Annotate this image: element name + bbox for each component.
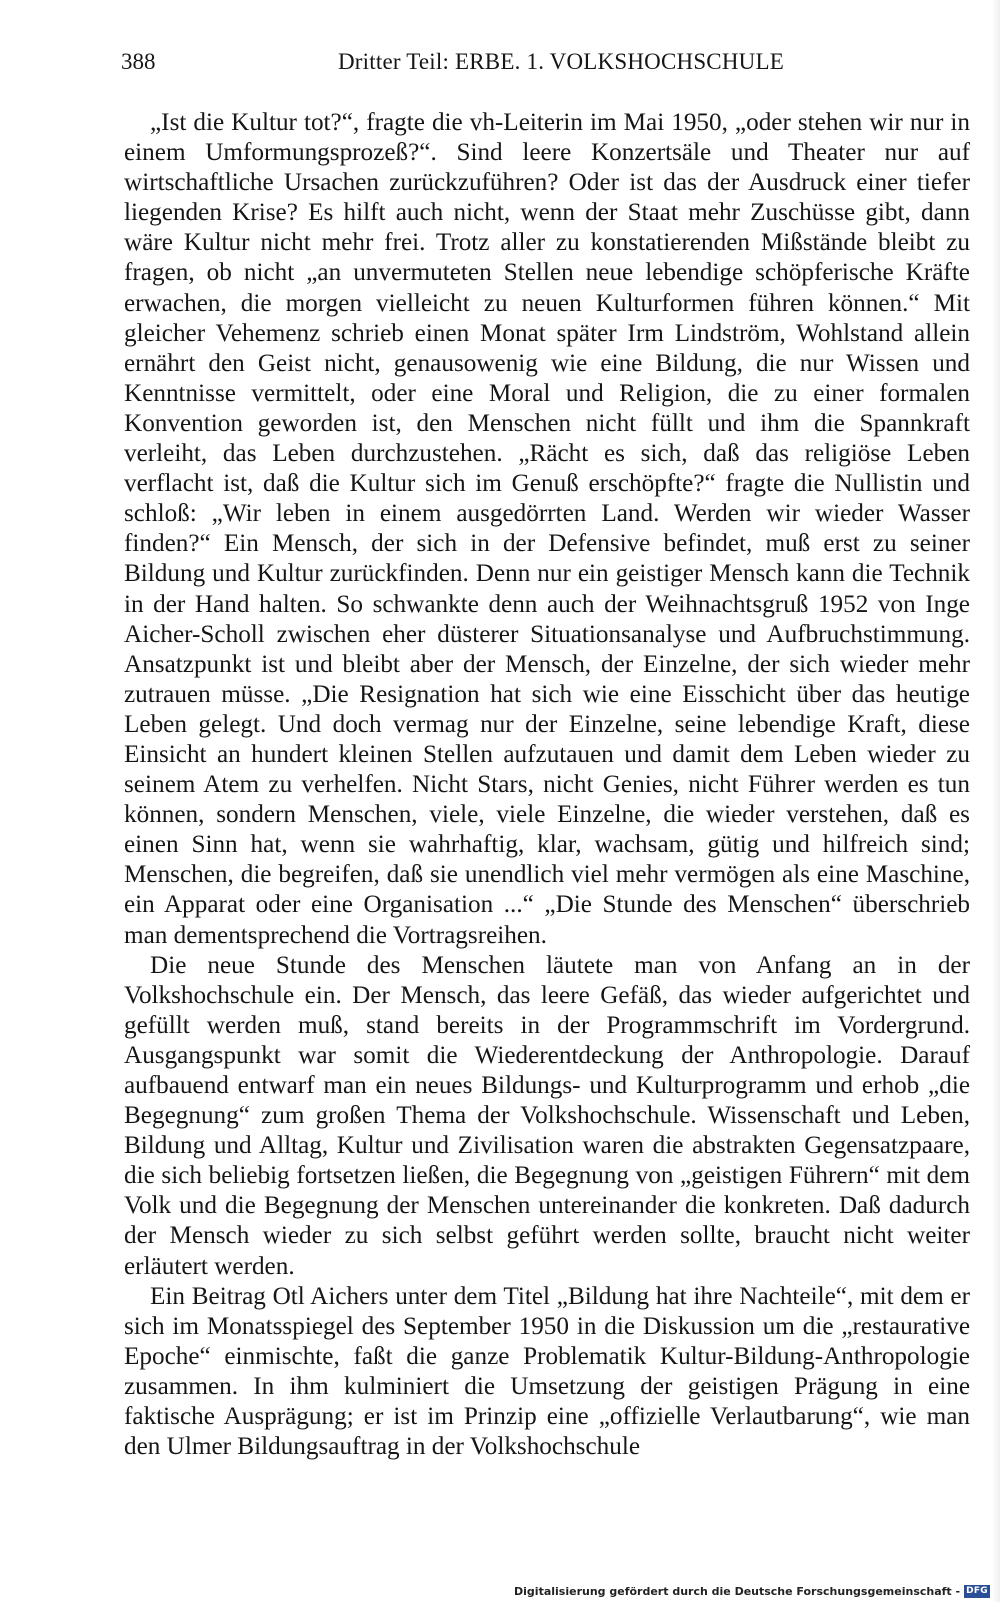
- dfg-logo: DFG: [966, 1586, 988, 1596]
- page-number: 388: [121, 49, 156, 74]
- running-head: Dritter Teil: ERBE. 1. VOLKSHOCHSCHULE: [338, 49, 784, 74]
- body-text: [124, 108, 970, 1462]
- page-header: [121, 45, 963, 79]
- page-edge-shadow: [992, 0, 1000, 1602]
- paragraph-1: „Ist die Kultur tot?“, fragte die vh-Leiterin im Mai 1950, „oder stehen wir nur in einem Umformungsprozeß?“. Sind leere Konzertsäle und Theater nur auf wirtschaftliche Ursachen zurückzuführen? Oder ist das der Ausdruck einer tiefer liegenden Krise? Es hilft auch nicht, wenn der Staat mehr Zuschüsse gibt, dann wäre Kultur nicht mehr frei. Trotz aller zu konstatierenden Mißstände bleibt zu fragen, ob nicht „an unvermuteten Stellen neue lebendige schöpferische Kräfte erwachen, die morgen vielleicht zu neuen Kulturformen führen können.“ Mit gleicher Vehemenz schrieb einen Monat später Irm Lindström, Wohlstand allein ernährt den Geist nicht, genausowenig wie eine Bildung, die nur Wissen und Kenntnisse vermittelt, oder eine Moral und Religion, die zu einer formalen Konvention geworden ist, den Menschen nicht füllt und ihm die Spannkraft verleiht, das Leben durchzustehen. „Rächt es sich, daß das religiöse Leben verflacht ist, daß die Kultur sich im Genuß erschöpfte?“ fragte die Nullistin und schloß: „Wir leben in einem ausgedörrten Land. Werden wir wieder Wasser finden?“ Ein Mensch, der sich in der Defensive befindet, muß erst zu seiner Bildung und Kultur zurückfinden. Denn nur ein geistiger Mensch kann die Technik in der Hand halten. So schwankte denn auch der Weihnachtsgruß 1952 von Inge Aicher-Scholl zwischen eher düsterer Situationsanalyse und Aufbruchstimmung. Ansatzpunkt ist und bleibt aber der Mensch, der Einzelne, der sich wieder mehr zutrauen müsse. „Die Resignation hat sich wie eine Eisschicht über das heutige Leben gelegt. Und doch vermag nur der Einzelne, seine lebendige Kraft, diese Einsicht an hundert kleinen Stellen aufzutauen und damit dem Leben wieder zu seinem Atem zu verhelfen. Nicht Stars, nicht Genies, nicht Führer werden es tun können, sondern Menschen, viele, viele Einzelne, die wieder verstehen, daß es einen Sinn hat, wenn sie wahrhaftig, klar, wachsam, gütig und hilfreich sind; Menschen, die begreifen, daß sie unendlich viel mehr vermögen als eine Maschine, ein Apparat oder eine Organisation ...“ „Die Stunde des Menschen“ überschrieb man dementsprechend die Vortragsreihen.: [124, 109, 970, 949]
- credit-text: Digitalisierung gefördert durch die Deutsche Forschungsgemeinschaft -: [514, 1585, 961, 1598]
- paragraph-2: Die neue Stunde des Menschen läutete man von Anfang an in der Volkshochschule ein. Der Mensch, das leere Gefäß, das wieder aufgerichtet und gefüllt werden muß, stand bereits in der Programmschrift im Vordergrund. Ausgangspunkt war somit die Wiederentdeckung der Anthropologie. Darauf aufbauend entwarf man ein neues Bildungs- und Kulturprogramm und erhob „die Begegnung“ zum großen Thema der Volkshochschule. Wissenschaft und Leben, Bildung und Alltag, Kultur und Zivilisation waren die abstrakten Gegensatzpaare, die sich beliebig fortsetzen ließen, die Begegnung von „geistigen Führern“ mit dem Volk und die Begegnung der Menschen untereinander die konkreten. Daß dadurch der Mensch wieder zu sich selbst geführt werden sollte, braucht nicht weiter erläutert werden.: [124, 951, 970, 1280]
- digitization-credit: [514, 1585, 990, 1598]
- paragraph-3: Ein Beitrag Otl Aichers unter dem Titel „Bildung hat ihre Nachteile“, mit dem er sich im Monatsspiegel des September 1950 in die Diskussion um die „restaurative Epoche“ einmischte, faßt die ganze Problematik Kultur-Bildung-Anthropologie zusammen. In ihm kulminiert die Umsetzung der geistigen Prägung in eine faktische Ausprägung; er ist im Prinzip eine „offizielle Verlautbarung“, wie man den Ulmer Bildungsauftrag in der Volkshochschule: [124, 1282, 970, 1461]
